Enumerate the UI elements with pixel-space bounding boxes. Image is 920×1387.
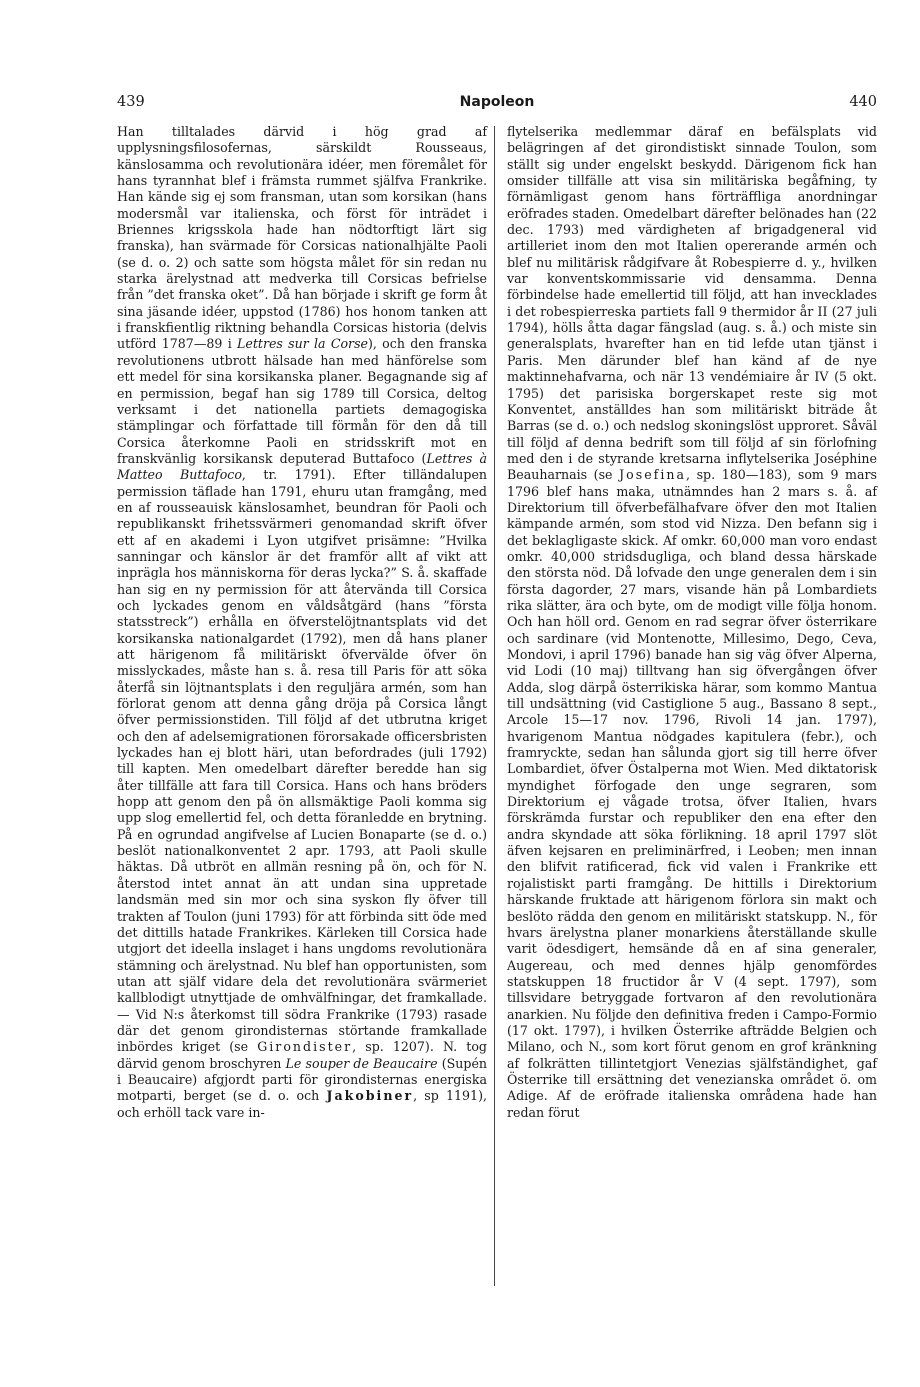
italic-title: Le souper de Beaucaire xyxy=(285,1055,438,1071)
column-divider xyxy=(494,126,495,1286)
running-title: Napoleon xyxy=(459,94,535,110)
text-run: ), och den franska revolutionens utbrott hälsade han med hänförelse som ett medel för sina korsikanska planer. Begagnande sig af en permission, begaf han sig 1789 till Corsica, deltog verksamt i det nationella partiets demagogiska stämplingar och författade till förmån för den då till Corsica återkomne Paoli en stridsskrift mot en franskvänlig korsikansk deputerad Buttafoco ( xyxy=(117,336,488,466)
left-column-paragraph xyxy=(117,124,487,1121)
italic-title: Lettres à Matteo Buttafoco xyxy=(117,450,487,483)
page-number-right: 440 xyxy=(849,94,877,110)
cross-reference: Girondister xyxy=(257,1039,353,1055)
text-run: Han tilltalades därvid i hög grad af upplysningsfilosofernas, särskildt Rousseaus, känslosamma och revolutionära idéer, men föremålet för hans tyrannhat blef i främsta rummet själfva Frankrike. Han kände sig ej som fransman, utan som korsikan (hans modersmål var italienska, och först för inträdet i Briennes krigsskola hade han nödtorftigt lärt sig franska), han svärmade för Corsicas nationalhjälte Paoli (se d. o. 2) och satte som högsta målet för sin redan nu starka ärelystnad att medverka till Corsicas befrielse från ”det franska oket”. Då han började i skrift ge form åt sina jäsande idéer, uppstod (1786) hos honom tanken att i franskfientlig riktning behandla Corsicas historia (delvis utförd 1787—89 i xyxy=(117,124,487,352)
text-run: flytelserika medlemmar däraf en befälsplats vid belägringen af det girondistiskt sinnade Toulon, som ställt sig under engelskt beskydd. Därigenom fick han omsider tillfälle att visa sin militäriska begåfning, ty förnämligast genom hans förträffliga anordningar eröfrades staden. Omedelbart därefter belönades han (22 dec. 1793) med värdigheten af brigadgeneral vid artilleriet inom den mot Italien opererande armén och blef nu militärisk rådgifvare åt Robespierre d. y., hvilken var konventskommissarie vid densamma. Denna förbindelse hade emellertid till följd, att han invecklades i det robespierreska partiets fall 9 thermidor år II (27 juli 1794), hölls åtta dagar fängslad (aug. s. å.) och miste sin generalsplats, hvarefter han en tid lefde utan tjänst i Paris. Men därunder blef han känd af de nye maktinnehafvarna, och när 13 vendémiaire år IV (5 okt. 1795) det parisiska borgerskapet reste sig mot Konventet, anställdes han som militäriskt biträde åt Barras (se d. o.) och nedslog skoningslöst upproret. Såväl till följd af denna bedrift som till följd af sin förlofning med den i de styrande kretsarna inflytelserika Joséphine Beauharnais (se xyxy=(507,124,877,483)
page-header xyxy=(117,94,877,114)
right-column-paragraph xyxy=(507,124,877,1121)
cross-reference: Josefina xyxy=(619,467,686,483)
cross-reference: Jakobiner xyxy=(326,1088,414,1104)
left-column xyxy=(117,124,487,1121)
right-column xyxy=(507,124,877,1121)
italic-title: Lettres sur la Corse xyxy=(237,336,368,352)
text-run: , sp. 1207). N. tog därvid genom broschyren xyxy=(117,1039,487,1071)
text-run: , tr. 1791). Efter tilländalupen permission täflade han 1791, ehuru utan framgång, med en af rousseauisk känslosamhet, beundran för Paoli och republikanskt frihetssvärmeri genomandad skrift öfver ett af en akademi i Lyon utgifvet prisämne: ”Hvilka sanningar och känslor är det framför allt af vikt att inprägla hos människorna för deras lycka?” S. å. skaffade han sig en ny permission för att återvända till Corsica och lyckades genom en våldsåtgärd (hans ”första statsstreck”) erhålla en öfverstelöjtnantsplats vid det korsikanska nationalgardet (1792), men då hans planer att härigenom få militäriskt öfvervälde öfver ön misslyckades, måste han s. å. resa till Paris för att söka återfå sin löjtnantsplats i den reguljära armén, som han förlorat genom att denna gång dröja på Corsica långt öfver permissionstiden. Till följd af det utbrutna kriget och den af adelsemigrationen förorsakade officersbristen lyckades han ej blott häri, utan befordrades (juli 1792) till kapten. Men omedelbart därefter beredde han sig åter tillfälle att fara till Corsica. Hans och hans bröders hopp att genom den på ön allsmäktige Paoli komma sig upp slog emellertid fel, och detta föranledde en brytning. På en ogrundad angifvelse af Lucien Bonaparte (se d. o.) beslöt nationalkonventet 2 apr. 1793, att Paoli skulle häktas. Då utbröt en allmän resning på ön, och för N. återstod intet annat än att undan sina uppretade landsmän med sin mor och sina syskon fly öfver till trakten af Toulon (juni 1793) för att förbinda sitt öde med det dittills hatade Frankrikes. Kärleken till Corsica hade utgjort det ideella inslaget i hans ungdoms revolutionära stämning och ärelystnad. Nu blef han opportunisten, som utan att själf vidare dela det revolutionära svärmeriet kallblodigt utnyttjade de omhvälfningar, det framkallade. — Vid N:s återkomst till södra Frankrike (1793) rasade där det genom girondisternas störtande framkallade inbördes kriget (se xyxy=(117,467,488,1055)
text-run: (Supén i Beaucaire) afgjordt parti för girondisternas energiska motparti, berget (se d. o. och xyxy=(117,1055,488,1104)
text-run: , sp. 180—183), som 9 mars 1796 blef hans maka, utnämndes han 2 mars s. å. af Direktorium till öfverbefälhafvare öfver den mot Italien kämpande armén, som stod vid Nizza. Den befann sig i det beklagligaste skick. Af omkr. 60,000 man voro endast omkr. 40,000 stridsdugliga, och bland dessa härskade den största nöd. Då lofvade den unge generalen dem i sin första dagorder, 27 mars, visande hän på Lombardiets rika slätter, ära och byte, om de modigt ville följa honom. Och han höll ord. Genom en rad segrar öfver österrikare och sardinare (vid Montenotte, Millesimo, Dego, Ceva, Mondovi, i april 1796) banade han sig väg öfver Alperna, vid Lodi (10 maj) tilltvang han sig öfvergången öfver Adda, slog därpå österrikiska härar, som kommo Mantua till undsättning (vid Castiglione 5 aug., Bassano 8 sept., Arcole 15—17 nov. 1796, Rivoli 14 jan. 1797), hvarigenom Mantua nödgades kapitulera (febr.), och framryckte, sedan han sålunda gjort sig till herre öfver Lombardiet, öfver Östalperna mot Wien. Med diktatorisk myndighet förfogade den unge segraren, som Direktorium ej vågade trotsa, öfver Italien, hvars förskrämda furstar och republiker den ena efter den andra skyndade att söka förlikning. 18 april 1797 slöt äfven kejsaren en preliminärfred, i Leoben; men innan den blifvit ratificerad, fick vid valen i Frankrike ett rojalistiskt parti framgång. De hittills i Direktorium härskande fruktade att härigenom förlora sin makt och beslöto rädda den genom en militäriskt statskupp. N., för hvars ärelystna planer monarkiens återställande skulle varit ödesdigert, hemsände då en af sina generaler, Augereau, och med dennes hjälp genomfördes statskuppen 18 fructidor år V (4 sept. 1797), som tillsvidare betryggade fortvaron af den revolutionära anarkien. Nu följde den definitiva freden i Campo-Formio (17 okt. 1797), i hvilken Österrike afträdde Belgien och Milano, och N., som kort förut genom en grof kränkning af folkrätten tillintetgjort Venezias själfständighet, gaf Österrike till ersättning det venezianska området ö. om Adige. Af de eröfrade italienska områdena hade han redan förut xyxy=(507,467,877,1120)
page-number-left: 439 xyxy=(117,94,145,110)
text-run: , sp 1191), och erhöll tack vare in- xyxy=(117,1088,487,1120)
